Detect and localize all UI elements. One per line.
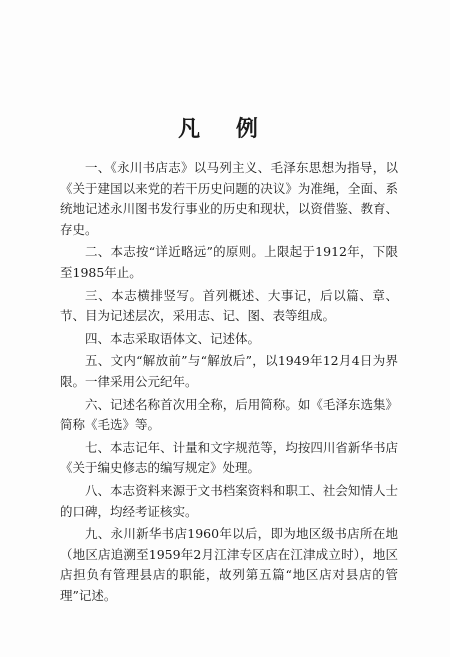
paragraph-2: 二、本志按“详近略远”的原则。上限起于1912年，下限至1985年止。: [60, 244, 398, 280]
paragraph-1: 一、《永川书店志》以马列主义、毛泽东思想为指导，以《关于建国以来党的若干历史问题的决议》为准绳，全面、系统地记述永川图书发行事业的历史和现状，以资借鉴、教育、存史。: [60, 160, 398, 237]
paragraph-6: 六、记述名称首次用全称，后用简称。如《毛泽东选集》简称《毛选》等。: [60, 396, 398, 433]
paragraph-4: 四、本志采取语体文、记述体。: [85, 330, 261, 346]
paragraph-5: 五、文内“解放前”与“解放后”，以1949年12月4日为界限。一律采用公元纪年。: [60, 353, 398, 389]
document-body: [60, 158, 398, 608]
page-title: 凡 例: [178, 117, 272, 142]
paragraph-3: 三、本志横排竖写。首列概述、大事记，后以篇、章、节、目为记述层次，采用志、记、图、表等组成。: [60, 287, 398, 324]
paragraph-7: 七、本志记年、计量和文字规范等，均按四川省新华书店《关于编史修志的编写规定》处理。: [60, 439, 398, 476]
paragraph-9: 九、永川新华书店1960年以后，即为地区级书店所在地（地区店追溯至1959年2月江津专区店在江津成立时），地区店担负有管理县店的职能，故列第五篇“地区店对县店的管理”记述。: [60, 526, 398, 603]
paragraph-8: 八、本志资料来源于文书档案资料和职工、社会知情人士的口碑，均经考证核实。: [60, 482, 398, 519]
